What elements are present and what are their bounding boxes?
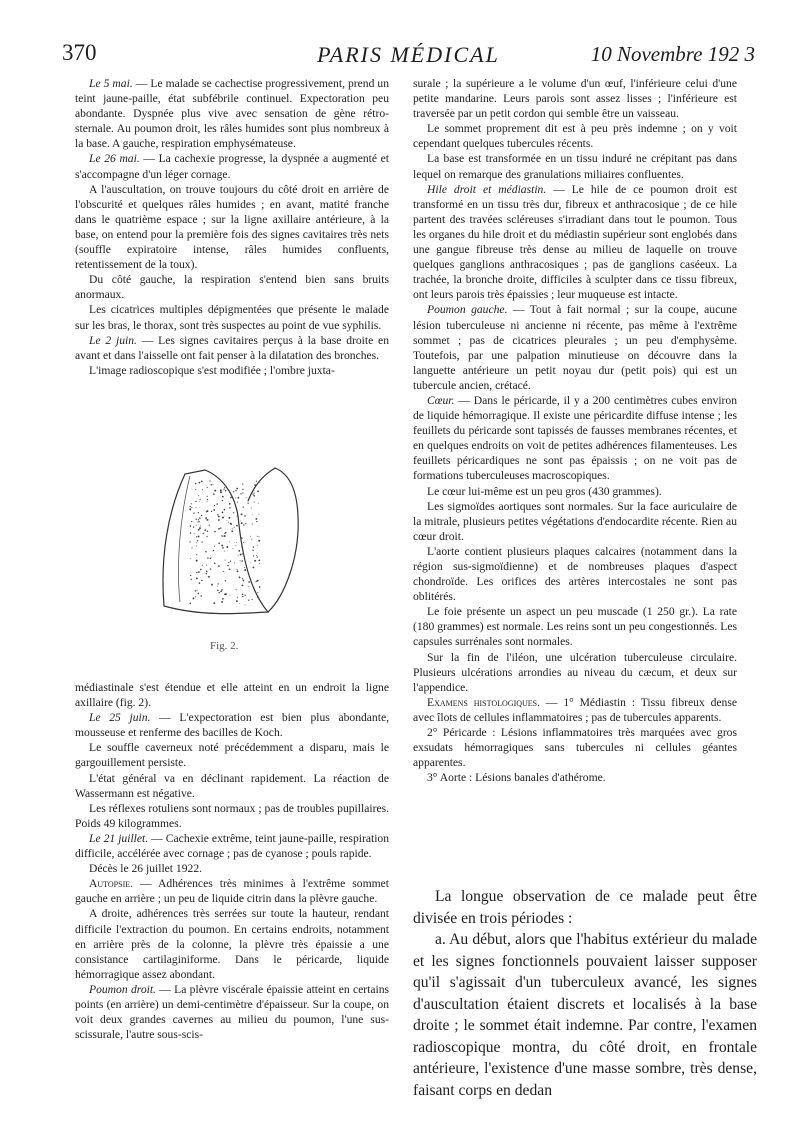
opacity-stipple [242, 483, 243, 484]
opacity-stipple [241, 537, 242, 538]
opacity-stipple [233, 548, 234, 549]
opacity-stipple [230, 561, 231, 562]
opacity-stipple [194, 533, 195, 534]
opacity-stipple [197, 522, 198, 523]
opacity-stipple [236, 488, 238, 490]
opacity-stipple [207, 496, 208, 497]
opacity-stipple [259, 586, 261, 588]
opacity-stipple [213, 602, 215, 604]
opacity-stipple [254, 560, 256, 562]
paragraph: L'état général va en déclinant rapidement. La réaction de Wassermann est négative. [75, 771, 389, 800]
opacity-stipple [240, 521, 241, 522]
opacity-stipple [244, 569, 246, 571]
opacity-stipple [247, 503, 248, 504]
opacity-stipple [259, 563, 260, 564]
opacity-stipple [207, 499, 208, 500]
opacity-stipple [190, 558, 191, 559]
opacity-stipple [236, 525, 238, 527]
opacity-stipple [196, 536, 197, 537]
opacity-stipple [244, 595, 245, 596]
opacity-stipple [236, 569, 237, 570]
opacity-stipple [224, 516, 225, 517]
opacity-stipple [200, 569, 202, 571]
opacity-stipple [258, 540, 260, 542]
opacity-stipple [225, 593, 227, 595]
figure-caption: Fig. 2. [210, 640, 239, 652]
opacity-stipple [201, 580, 202, 581]
opacity-stipple [196, 525, 197, 526]
opacity-stipple [218, 519, 220, 521]
paragraph: Le 26 mai. — La cachexie progresse, la dyspnée a augmenté et s'accompagne d'un léger cornage. [75, 152, 389, 181]
opacity-stipple [195, 489, 196, 490]
opacity-stipple [220, 491, 222, 493]
opacity-stipple [195, 483, 196, 484]
opacity-stipple [238, 555, 239, 556]
paragraph: L'image radioscopique s'est modifiée ; l'ombre juxta- [89, 363, 335, 377]
opacity-stipple [241, 546, 242, 547]
opacity-stipple [221, 601, 223, 603]
right-column [413, 76, 737, 785]
paragraph: Le 5 mai. — Le malade se cachectise progressivement, prend un teint jaune-paille, état subfébrile continuel. Expectoration peu abondante. Dyspnée plus vive avec sensation de gène rétro-sternale. Au poumon droit, les râles humides sont plus nombreux à la base. A gauche, respiration emphysémateuse. [75, 77, 389, 151]
opacity-stipple [220, 489, 222, 491]
opacity-stipple [242, 489, 243, 490]
opacity-stipple [198, 495, 199, 496]
opacity-stipple [195, 590, 197, 592]
opacity-stipple [214, 563, 216, 565]
opacity-stipple [224, 509, 226, 511]
opacity-stipple [252, 514, 253, 515]
opacity-stipple [195, 501, 196, 502]
opacity-stipple [257, 580, 259, 582]
opacity-stipple [197, 590, 198, 591]
opacity-stipple [229, 541, 230, 542]
paragraph: A l'auscultation, on trouve toujours du côté droit en arrière de l'obscurité et quelques râles humides ; en avant, matité franche dans le quatrième espace ; sur la ligne axillaire antérieure, à la base, on entend pour la première fois des signes cavitaires très nets (souffle expiratoire intense, râles humides confluents, retentissement de la toux). [75, 182, 389, 272]
opacity-stipple [229, 507, 231, 509]
opacity-stipple [196, 542, 197, 543]
opacity-stipple [201, 481, 203, 483]
opacity-stipple [198, 593, 200, 595]
opacity-stipple [206, 565, 207, 566]
issue-date: 10 Novembre 192 3 [590, 42, 755, 66]
opacity-stipple [225, 490, 227, 492]
paragraph: Le 2 juin. — Les signes cavitaires perçus à la base droite en avant et dans l'aisselle ont fait penser à la dilatation des bronches. [75, 333, 389, 362]
opacity-stipple [237, 570, 239, 572]
opacity-stipple [257, 592, 258, 593]
opacity-stipple [200, 525, 201, 526]
opacity-stipple [235, 545, 236, 546]
paragraph: 2° Péricarde : Lésions inflammatoires très marquées avec gros exsudats hémorragiques sans tubercules ni cellules géantes apparentes. [413, 726, 737, 770]
opacity-stipple [193, 597, 195, 599]
opacity-stipple [213, 484, 214, 485]
paragraph: Cœur. — Dans le péricarde, il y a 200 centimètres cubes environ de liquide hémorragique. Il existe une péricardite diffuse intense ; les feuillets du péricarde sont tapissés de fausses membranes récentes, et en quelques endroits on voit de petites adhérences filamenteuses. Les feuillets péricardiques ne sont pas épaissis ; on ne voit pas de formations tuberculeuses macroscopiques. [413, 393, 737, 483]
paragraph: Le souffle caverneux noté précédemment a disparu, mais le gargouillement persiste. [75, 741, 389, 770]
opacity-stipple [256, 555, 257, 556]
opacity-stipple [196, 545, 197, 546]
opacity-stipple [196, 560, 198, 562]
opacity-stipple [251, 508, 252, 509]
opacity-stipple [223, 489, 224, 490]
opacity-stipple [248, 581, 250, 583]
opacity-stipple [218, 528, 220, 530]
opacity-stipple [199, 482, 201, 484]
opacity-stipple [199, 501, 200, 502]
opacity-stipple [190, 603, 192, 605]
opacity-stipple [237, 516, 238, 517]
paragraph: Les cicatrices multiples dépigmentées que présente le malade sur les bras, le thorax, sont très suspectes au point de vue syphilis. [75, 303, 389, 332]
opacity-stipple [241, 513, 243, 515]
opacity-stipple [191, 548, 192, 549]
opacity-stipple [243, 506, 244, 507]
paragraph: Le sommet proprement dit est à peu près indemne ; on y voit cependant quelques tubercules récents. [413, 122, 737, 151]
paragraph: A droite, adhérences très serrées sur toute la hauteur, rendant difficile l'extraction du poumon. En certains endroits, notamment en arrière près de la colonne, la plèvre très épaissie a une consistance cartilaginiforme. Dans le péricarde, liquide hémorragique assez abondant. [75, 907, 389, 981]
opacity-stipple [214, 531, 216, 533]
opacity-stipple [202, 533, 203, 534]
opacity-stipple [245, 523, 246, 524]
opacity-stipple [206, 536, 207, 537]
opacity-stipple [230, 523, 232, 525]
opacity-stipple [257, 557, 258, 558]
paragraph: L'aorte contient plusieurs plaques calcaires (notamment dans la région sus-sigmoïdienne) et de nombreuses plaques d'aspect chondroïde. Les orifices des artères intercostales ne sont pas oblitérés. [413, 544, 737, 604]
opacity-stipple [236, 600, 238, 602]
opacity-stipple [191, 507, 192, 508]
opacity-stipple [233, 491, 234, 492]
opacity-stipple [213, 509, 215, 511]
opacity-stipple [213, 493, 215, 495]
opacity-stipple [222, 500, 223, 501]
opacity-stipple [202, 565, 203, 566]
opacity-stipple [206, 487, 207, 488]
opacity-stipple [242, 585, 244, 587]
opacity-stipple [216, 503, 218, 505]
opacity-stipple [250, 562, 251, 563]
left-column-bottom [75, 680, 389, 1042]
opacity-stipple [198, 571, 200, 573]
opacity-stipple [211, 584, 213, 586]
opacity-stipple [236, 542, 237, 543]
opacity-stipple [237, 502, 238, 503]
opacity-stipple [222, 598, 224, 600]
opacity-stipple [218, 583, 219, 584]
opacity-stipple [254, 484, 256, 486]
opacity-stipple [229, 517, 230, 518]
opacity-stipple [190, 525, 192, 527]
opacity-stipple [256, 521, 257, 522]
opacity-stipple [207, 501, 208, 502]
opacity-stipple [234, 562, 235, 563]
opacity-stipple [193, 512, 194, 513]
paragraph: Sur la fin de l'iléon, une ulcération tuberculeuse circulaire. Plusieurs ulcérations arrondies au niveau du cæcum, et deux sur l'appendice. [413, 650, 737, 694]
opacity-stipple [240, 493, 241, 494]
opacity-stipple [196, 554, 197, 555]
opacity-stipple [225, 580, 226, 581]
opacity-stipple [248, 502, 249, 503]
opacity-stipple [189, 506, 191, 508]
opacity-stipple [198, 512, 199, 513]
opacity-stipple [207, 531, 208, 532]
opacity-stipple [210, 568, 211, 569]
paragraph: a. Au début, alors que l'habitus extérieur du malade et les signes fonctionnels pouvaient laisser supposer qu'il s'agissait d'un tuberculeux avancé, les signes d'auscultation étaient discrets et localisés à la base droite ; le sommet était indemne. Par contre, l'examen radioscopique montra, du côté droit, en frontale antérieure, l'existence d'une masse sombre, très dense, faisant corps en dedan [413, 931, 757, 1099]
opacity-stipple [217, 586, 218, 587]
opacity-stipple [191, 580, 192, 581]
page-header [62, 40, 755, 74]
opacity-stipple [193, 526, 194, 527]
opacity-stipple [217, 589, 219, 591]
paragraph: Le cœur lui-même est un peu gros (430 grammes). [427, 484, 662, 498]
opacity-stipple [226, 546, 228, 548]
opacity-stipple [246, 497, 247, 498]
opacity-stipple [207, 519, 209, 521]
opacity-stipple [252, 550, 253, 551]
opacity-stipple [206, 573, 207, 574]
opacity-stipple [218, 592, 219, 593]
opacity-stipple [224, 487, 225, 488]
opacity-stipple [198, 536, 200, 538]
opacity-stipple [233, 512, 234, 513]
opacity-stipple [251, 599, 252, 600]
opacity-stipple [241, 522, 243, 524]
opacity-stipple [254, 493, 255, 494]
paragraph: surale ; la supérieure a le volume d'un œuf, l'inférieure celui d'une petite mandarine. Leurs parois sont assez lisses ; l'inférieure est traversée par un petit cordon qui semble être un vaisseau. [413, 77, 737, 121]
opacity-stipple [190, 575, 191, 576]
journal-title: PARIS MÉDICAL [317, 42, 500, 67]
opacity-stipple [238, 550, 240, 552]
opacity-stipple [234, 527, 235, 528]
opacity-stipple [228, 522, 229, 523]
page-number: 370 [62, 40, 97, 65]
opacity-stipple [191, 521, 192, 522]
opacity-stipple [242, 553, 244, 555]
opacity-stipple [201, 515, 202, 516]
opacity-stipple [230, 497, 232, 499]
opacity-stipple [224, 536, 225, 537]
paragraph: Le 21 juillet. — Cachexie extrême, teint jaune-paille, respiration difficile, accélérée avec cornage ; pas de cyanose ; pouls rapide. [75, 831, 390, 861]
opacity-stipple [206, 571, 208, 573]
opacity-stipple [253, 547, 254, 548]
opacity-stipple [191, 503, 192, 504]
opacity-stipple [228, 562, 229, 563]
opacity-stipple [206, 511, 207, 512]
paragraph: La base est transformée en un tissu induré ne crépitant pas dans lequel on remarque des granulations miliaires confluentes. [413, 152, 737, 181]
opacity-stipple [259, 482, 260, 483]
opacity-stipple [196, 519, 197, 520]
opacity-stipple [242, 593, 244, 595]
opacity-stipple [223, 571, 224, 572]
paragraph: Poumon gauche. — Tout à fait normal ; sur la coupe, aucune lésion tuberculeuse ni ancienne ni récente, pas même à l'extrême sommet ; pas de cicatrices pleurales ; un peu d'emphysème. Toutefois, par une palpation minutieuse on découvre dans la languette antérieure un petit noyau dur (petit pois) qui est un tubercule ancien, crétacé. [413, 303, 737, 392]
opacity-stipple [199, 517, 201, 519]
opacity-stipple [221, 545, 223, 547]
opacity-stipple [202, 489, 203, 490]
opacity-stipple [222, 512, 224, 514]
opacity-stipple [252, 524, 253, 525]
opacity-stipple [251, 539, 252, 540]
opacity-stipple [199, 582, 201, 584]
opacity-stipple [208, 558, 209, 559]
opacity-stipple [240, 560, 241, 561]
opacity-stipple [257, 491, 259, 493]
opacity-stipple [258, 503, 259, 504]
opacity-stipple [200, 595, 202, 597]
paragraph: médiastinale s'est étendue et elle atteint en un endroit la ligne axillaire (fig. 2). [75, 681, 389, 710]
opacity-stipple [253, 555, 254, 556]
opacity-stipple [253, 495, 255, 497]
opacity-stipple [226, 520, 227, 521]
opacity-stipple [214, 505, 215, 506]
paragraph: Poumon droit. — La plèvre viscérale épaissie atteint en certains points (en arrière) un demi-centimètre d'épaisseur. Sur la coupe, on voit deux grandes cavernes au milieu du poumon, l'une sus-scissurale, l'autre sous-scis- [75, 982, 390, 1042]
opacity-stipple [213, 550, 214, 551]
opacity-stipple [256, 481, 257, 482]
opacity-stipple [222, 589, 223, 590]
opacity-stipple [200, 499, 201, 500]
opacity-stipple [209, 525, 210, 526]
opacity-stipple [201, 541, 202, 542]
opacity-stipple [258, 560, 260, 562]
opacity-stipple [242, 492, 243, 493]
opacity-stipple [211, 557, 212, 558]
opacity-stipple [210, 558, 211, 559]
paragraph: Décès le 26 juillet 1922. [89, 862, 203, 876]
opacity-stipple [258, 536, 259, 537]
opacity-stipple [221, 535, 222, 536]
opacity-stipple [232, 529, 233, 530]
opacity-stipple [250, 536, 251, 537]
opacity-stipple [239, 577, 241, 579]
opacity-stipple [248, 586, 249, 587]
paragraph: Du côté gauche, la respiration s'entend bien sans bruits anormaux. [75, 273, 389, 302]
opacity-stipple [235, 497, 236, 498]
opacity-stipple [227, 565, 228, 566]
opacity-stipple [229, 503, 231, 505]
opacity-stipple [222, 547, 224, 549]
opacity-stipple [220, 590, 222, 592]
paragraph: Les réflexes rotuliens sont normaux ; pas de troubles pupillaires. Poids 49 kilogrammes. [75, 801, 389, 830]
paragraph: Le foie présente un aspect un peu muscade (1 250 gr.). La rate (180 grammes) est normale. Les reins sont un peu congestionnés. Les capsules surrénales sont normales. [413, 605, 737, 649]
opacity-stipple [220, 527, 221, 528]
opacity-stipple [257, 596, 259, 598]
opacity-stipple [222, 517, 224, 519]
opacity-stipple [237, 497, 239, 499]
opacity-stipple [255, 518, 257, 520]
opacity-stipple [190, 532, 191, 533]
opacity-stipple [243, 542, 244, 543]
paragraph: La longue observation de ce malade peut être divisée en trois périodes : [413, 888, 757, 927]
opacity-stipple [236, 589, 237, 590]
opacity-stipple [242, 578, 243, 579]
opacity-stipple [252, 493, 253, 494]
opacity-stipple [211, 511, 212, 512]
opacity-stipple [205, 551, 207, 553]
opacity-stipple [218, 516, 220, 518]
opacity-stipple [257, 545, 258, 546]
opacity-stipple [199, 527, 201, 529]
paragraph: Examens histologiques. — 1° Médiastin : Tissu fibreux dense avec îlots de cellules inflammatoires ; pas de tubercules apparents. [413, 695, 737, 724]
opacity-stipple [242, 560, 243, 561]
opacity-stipple [244, 515, 246, 517]
opacity-stipple [198, 519, 199, 520]
radiograph-figure [150, 456, 330, 656]
opacity-stipple [252, 566, 254, 568]
opacity-stipple [254, 501, 255, 502]
opacity-stipple [195, 596, 196, 597]
opacity-stipple [242, 596, 243, 597]
opacity-stipple [198, 521, 199, 522]
opacity-stipple [240, 554, 242, 556]
paragraph: Les sigmoïdes aortiques sont normales. Sur la face auriculaire de la mitrale, plusieurs petites végétations d'endocardite récente. Rien au cœur droit. [413, 499, 737, 543]
opacity-stipple [205, 529, 206, 530]
large-text-section [413, 886, 757, 1101]
opacity-stipple [229, 595, 230, 596]
opacity-stipple [189, 508, 191, 510]
opacity-stipple [244, 567, 245, 568]
opacity-stipple [225, 532, 227, 534]
opacity-stipple [235, 490, 236, 491]
paragraph: Hile droit et médiastin. — Le hile de ce poumon droit est transformé en un tissu très dur, fibreux et anthracosique ; de ce hile partent des travées scléreuses s'irradiant dans tout le poumon. Tous les organes du hile droit et du médiastin supérieur sont englobés dans une gangue fibreuse très dense au milieu de laquelle on trouve quelques ganglions anthracosiques ; pas de ganglions caséeux. La trachée, la bronche droite, difficiles à sculpter dans ce tissu fibreux, ont leurs parois très épaissies ; leur muqueuse est intacte. [413, 182, 737, 302]
opacity-stipple [218, 542, 220, 544]
paragraph: 3° Aorte : Lésions banales d'athérome. [427, 771, 606, 785]
opacity-stipple [217, 514, 219, 516]
paragraph: Le 25 juin. — L'expectoration est bien plus abondante, mousseuse et renferme des bacilles de Koch. [75, 711, 389, 740]
opacity-stipple [189, 541, 190, 542]
opacity-stipple [237, 597, 238, 598]
opacity-stipple [211, 484, 213, 486]
opacity-stipple [208, 576, 210, 578]
opacity-stipple [214, 546, 215, 547]
opacity-stipple [222, 496, 224, 498]
opacity-stipple [196, 572, 197, 573]
left-column-top [75, 76, 389, 378]
opacity-stipple [196, 507, 197, 508]
opacity-stipple [224, 551, 225, 552]
opacity-stipple [198, 529, 200, 531]
opacity-stipple [237, 569, 238, 570]
opacity-stipple [196, 577, 198, 579]
opacity-stipple [218, 565, 220, 567]
opacity-stipple [245, 604, 246, 605]
opacity-stipple [231, 530, 233, 532]
opacity-stipple [243, 524, 244, 525]
opacity-stipple [214, 490, 216, 492]
opacity-stipple [225, 560, 226, 561]
opacity-stipple [257, 536, 258, 537]
opacity-stipple [243, 580, 245, 582]
opacity-stipple [209, 480, 210, 481]
opacity-stipple [229, 568, 231, 570]
opacity-stipple [197, 540, 198, 541]
opacity-stipple [248, 600, 249, 601]
opacity-stipple [239, 603, 240, 604]
opacity-stipple [258, 514, 259, 515]
opacity-stipple [222, 535, 223, 536]
opacity-stipple [205, 518, 206, 519]
paragraph: Autopsie. — Adhérences très minimes à l'extrême sommet gauche en arrière ; un peu de liquide citrin dans la plèvre gauche. [75, 877, 389, 906]
